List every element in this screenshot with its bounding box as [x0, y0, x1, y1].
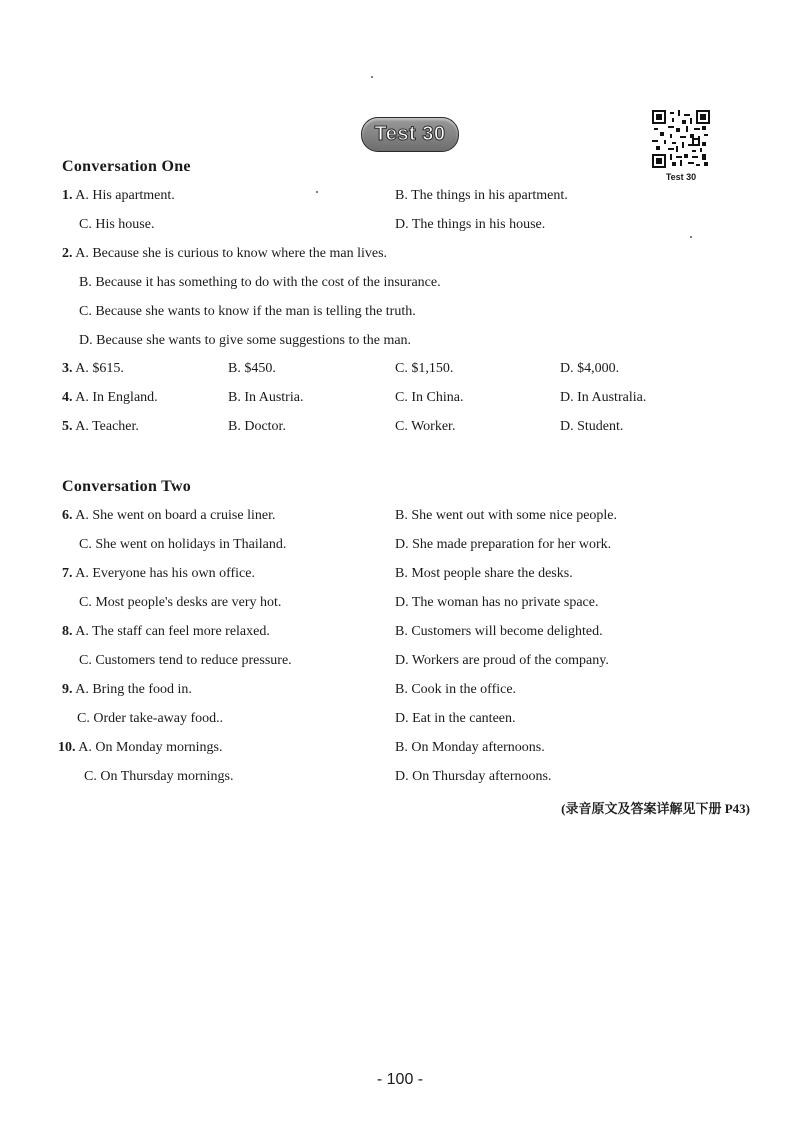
answer-reference-note: (录音原文及答案详解见下册 P43) — [561, 801, 750, 816]
scan-speck — [690, 236, 692, 238]
question-8-option-b: B. Customers will become delighted. — [395, 624, 603, 639]
question-6-option-b: B. She went out with some nice people. — [395, 508, 618, 523]
qr-caption: Test 30 — [665, 172, 697, 182]
question-5-option-d: D. Student. — [560, 419, 624, 434]
question-1-option-a: 1. A. His apartment. — [62, 188, 175, 203]
question-6-option-d: D. She made preparation for her work. — [395, 537, 612, 552]
test-title-badge: Test 30 — [361, 117, 459, 152]
question-2-option-c: C. Because she wants to know if the man is telling the truth. — [79, 304, 416, 319]
question-10-option-d: D. On Thursday afternoons. — [395, 769, 552, 784]
question-6-option-c: C. She went on holidays in Thailand. — [79, 537, 287, 552]
question-2-option-a: 2. A. Because she is curious to know where the man lives. — [62, 246, 388, 261]
question-10-option-c: C. On Thursday mornings. — [84, 769, 234, 784]
question-7-option-c: C. Most people's desks are very hot. — [79, 595, 282, 610]
conversation-one-heading: Conversation One — [62, 158, 191, 175]
scan-speck — [316, 191, 318, 193]
question-1-option-b: B. The things in his apartment. — [395, 188, 568, 203]
question-7-option-d: D. The woman has no private space. — [395, 595, 599, 610]
page-number: - 100 - — [376, 1071, 424, 1088]
question-1-option-d: D. The things in his house. — [395, 217, 546, 232]
question-5-option-c: C. Worker. — [395, 419, 456, 434]
question-1-option-c: C. His house. — [79, 217, 155, 232]
question-8-option-c: C. Customers tend to reduce pressure. — [79, 653, 292, 668]
question-9-option-d: D. Eat in the canteen. — [395, 711, 516, 726]
question-4-option-c: C. In China. — [395, 390, 464, 405]
question-4-option-b: B. In Austria. — [228, 390, 304, 405]
question-9-option-b: B. Cook in the office. — [395, 682, 517, 697]
question-10-option-b: B. On Monday afternoons. — [395, 740, 545, 755]
question-3-option-c: C. $1,150. — [395, 361, 454, 376]
question-3-option-d: D. $4,000. — [560, 361, 620, 376]
question-5-option-b: B. Doctor. — [228, 419, 286, 434]
question-8-option-a: 8. A. The staff can feel more relaxed. — [62, 624, 270, 639]
question-5-option-a: 5. A. Teacher. — [62, 419, 139, 434]
question-2-option-b: B. Because it has something to do with the cost of the insurance. — [79, 275, 441, 290]
question-4-option-d: D. In Australia. — [560, 390, 647, 405]
question-9-option-a: 9. A. Bring the food in. — [62, 682, 192, 697]
question-8-option-d: D. Workers are proud of the company. — [395, 653, 609, 668]
conversation-two-heading: Conversation Two — [62, 478, 192, 495]
question-7-option-b: B. Most people share the desks. — [395, 566, 573, 581]
question-9-option-c: C. Order take-away food.. — [77, 711, 224, 726]
question-6-option-a: 6. A. She went on board a cruise liner. — [62, 508, 276, 523]
question-7-option-a: 7. A. Everyone has his own office. — [62, 566, 255, 581]
qr-code-icon — [652, 110, 710, 168]
question-3-option-a: 3. A. $615. — [62, 361, 124, 376]
scan-speck — [371, 76, 373, 78]
question-3-option-b: B. $450. — [228, 361, 276, 376]
question-10-option-a: 10. A. On Monday mornings. — [58, 740, 223, 755]
question-4-option-a: 4. A. In England. — [62, 390, 158, 405]
question-2-option-d: D. Because she wants to give some suggestions to the man. — [79, 333, 412, 348]
